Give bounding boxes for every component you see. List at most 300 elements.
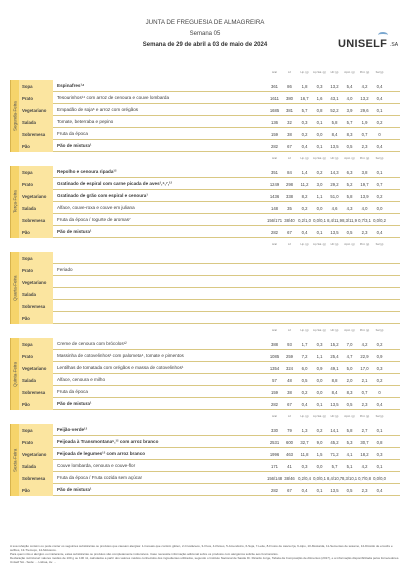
nutrition-value: 5,4 xyxy=(346,84,353,89)
nutrition-value: 282 xyxy=(271,488,278,493)
nutrition-values xyxy=(267,488,387,493)
nutrition-values xyxy=(267,428,387,433)
nutrition-value: 67 xyxy=(287,230,292,235)
meal-type: Sopa xyxy=(22,341,33,347)
nutrition-value: 0,4 xyxy=(301,230,308,235)
nutrition-value: 8,4/10,7 xyxy=(327,476,343,481)
nutrition-header: Lip. (g) xyxy=(300,415,309,418)
page-header xyxy=(0,0,410,60)
nutrition-value: 0,0/0,1 xyxy=(313,218,326,223)
meal-type: Sobremesa xyxy=(22,217,46,223)
nutrition-header: Prot. (g) xyxy=(359,157,370,160)
nutrition-value: 298 xyxy=(286,182,293,187)
nutrition-value: 388 xyxy=(271,342,278,347)
meal-type-column xyxy=(19,166,53,238)
dish-name: Massinha de cotovelinhos¹ com palometa⁴, tomate e pimentos xyxy=(57,353,184,358)
nutrition-value: 3,0 xyxy=(316,182,323,187)
meal-type: Vegetariano xyxy=(22,193,47,199)
nutrition-value: 171 xyxy=(271,464,278,469)
nutrition-value: 38 xyxy=(287,132,292,137)
nutrition-value: 2,3 xyxy=(361,230,368,235)
nutrition-value: 5,7 xyxy=(301,108,308,113)
dish-name: Alface, cenoura e milho xyxy=(57,377,106,382)
nutrition-value: 0,5 xyxy=(346,488,353,493)
menu-row xyxy=(53,104,400,116)
nutrition-value: 0,2 xyxy=(376,342,383,347)
meal-type-column xyxy=(19,424,53,496)
nutrition-value: 8,8 xyxy=(331,378,338,383)
nutrition-value: 1996 xyxy=(269,452,280,457)
nutrition-value: 0,2 xyxy=(376,378,383,383)
nutrition-headers xyxy=(267,415,387,418)
nutrition-value: 0,2/1,0 xyxy=(298,218,311,223)
nutrition-header: kcal xyxy=(272,415,277,418)
menu-row xyxy=(53,264,400,276)
nutrition-value: 5,0 xyxy=(346,366,353,371)
nutrition-values xyxy=(267,464,387,469)
meal-type: Pão xyxy=(22,229,30,235)
nutrition-value: 2,3 xyxy=(361,402,368,407)
nutrition-value: 57 xyxy=(272,378,277,383)
nutrition-values xyxy=(267,390,387,395)
nutrition-values xyxy=(267,132,387,137)
nutrition-value: 0,3 xyxy=(301,120,308,125)
nutrition-value: 11,8 xyxy=(300,452,309,457)
nutrition-value: 51,0 xyxy=(330,194,339,199)
day-block xyxy=(10,414,400,496)
nutrition-value: 361 xyxy=(271,84,278,89)
nutrition-values xyxy=(267,144,387,149)
nutrition-value: 0,5 xyxy=(301,378,308,383)
nutrition-value: 4,6 xyxy=(331,206,338,211)
nutrition-header: Prot. (g) xyxy=(359,329,370,332)
nutrition-value: 17,0 xyxy=(360,366,369,371)
nutrition-values xyxy=(267,440,387,445)
nutrition-value: 22,9 xyxy=(360,354,369,359)
nutrition-value: 18,2 xyxy=(360,452,369,457)
dish-name: Feijão-verde¹² xyxy=(57,427,88,432)
nutrition-value: 0,1 xyxy=(316,144,323,149)
nutrition-value: 4,2 xyxy=(361,342,368,347)
menu-row xyxy=(53,276,400,288)
nutrition-header: kJ xyxy=(288,243,291,246)
nutrition-value: 13,2 xyxy=(330,84,339,89)
nutrition-header: Lip.Sat. (g) xyxy=(313,415,326,418)
nutrition-values xyxy=(267,108,387,113)
nutrition-value: 0,5 xyxy=(346,402,353,407)
nutrition-value: 0,2 xyxy=(301,390,308,395)
nutrition-value: 2531 xyxy=(269,440,280,445)
day-label: Sexta-Feira xyxy=(10,424,19,496)
nutrition-header: Açúc. (g) xyxy=(344,243,355,246)
nutrition-value: 38/40 xyxy=(284,218,295,223)
nutrition-value: 5,7 xyxy=(331,464,338,469)
menu-row xyxy=(53,214,400,226)
nutrition-value: 159 xyxy=(271,390,278,395)
nutrition-value: 600 xyxy=(286,440,293,445)
nutrition-values xyxy=(267,206,387,211)
nutrition-header: Sal (g) xyxy=(375,243,384,246)
meal-type: Salada xyxy=(22,291,36,297)
nutrition-value: 0,1 xyxy=(316,488,323,493)
nutrition-value: 330 xyxy=(271,428,278,433)
nutrition-value: 0,9 xyxy=(376,354,383,359)
nutrition-value: 1249 xyxy=(269,182,280,187)
nutrition-value: 0,4 xyxy=(376,84,383,89)
nutrition-value: 148 xyxy=(271,206,278,211)
nutrition-value: 0,1 xyxy=(376,428,383,433)
nutrition-value: 4,0 xyxy=(361,206,368,211)
nutrition-value: 2,0 xyxy=(346,378,353,383)
menu-row xyxy=(53,472,400,484)
menu-row xyxy=(53,252,400,264)
nutrition-value: 0,4 xyxy=(376,402,383,407)
nutrition-value: 0,1 xyxy=(316,120,323,125)
nutrition-value: 0,3 xyxy=(376,452,383,457)
dish-name: Pão de mistura¹ xyxy=(57,143,92,148)
nutrition-value: 48 xyxy=(287,378,292,383)
nutrition-value: 5,3 xyxy=(346,440,353,445)
nutrition-value: 9,0 xyxy=(316,440,323,445)
nutrition-value: 8,3/11,9 xyxy=(342,218,357,223)
footer-line: Declaração nutricional: valores médios de 100 g ou 100 ml, calculados a partir dos valores médios conhecidos dos ingredientes utilizados, segundo o Instituto Nacional de Saúde Dr. Ricardo Jorge, Tabela da Composição de Alimentos (2017), e a informação disponibilizada pelos fornecedores. xyxy=(10,555,400,560)
nutrition-values xyxy=(267,342,387,347)
logo-suffix: .SA xyxy=(390,42,399,48)
dish-name: Tesourinhos¹⁴ com arroz de cenoura e couve lombarda xyxy=(57,95,170,100)
nutrition-header: Lip. (g) xyxy=(300,329,309,332)
nutrition-value: 0 xyxy=(378,132,381,137)
menu-row xyxy=(53,312,400,324)
dish-name: Fruta da época xyxy=(57,131,88,136)
nutrition-value: 13,5 xyxy=(330,230,339,235)
nutrition-value: 0,2 xyxy=(376,194,383,199)
nutrition-header: Lip. (g) xyxy=(300,243,309,246)
day-block xyxy=(10,242,400,324)
nutrition-value: 0,1 xyxy=(376,170,383,175)
allergen-footer xyxy=(10,545,400,565)
day-block xyxy=(10,70,400,152)
nutrition-value: 6,3 xyxy=(346,170,353,175)
nutrition-values xyxy=(267,194,387,199)
menu-row xyxy=(53,128,400,140)
meal-type: Prato xyxy=(22,181,33,187)
nutrition-value: 0,3 xyxy=(376,366,383,371)
dish-name: Feijoada de legumes¹² com arroz branco xyxy=(57,451,146,456)
nutrition-value: 8,3/10,1 xyxy=(342,476,358,481)
meal-type: Vegetariano xyxy=(22,365,47,371)
meal-type: Sobremesa xyxy=(22,389,46,395)
nutrition-value: 45,2 xyxy=(330,440,339,445)
nutrition-value: 4,7 xyxy=(346,354,353,359)
nutrition-value: 0,0 xyxy=(316,132,323,137)
meal-type: Salada xyxy=(22,205,36,211)
nutrition-value: 2,3 xyxy=(361,144,368,149)
nutrition-value: 0,8 xyxy=(316,108,323,113)
nutrition-value: 6,0 xyxy=(301,366,308,371)
uniself-logo xyxy=(338,36,400,54)
meal-type-column xyxy=(19,80,53,152)
menu-row xyxy=(53,424,400,436)
nutrition-value: 84 xyxy=(287,170,292,175)
nutrition-value: 0,2 xyxy=(301,206,308,211)
nutrition-value: 2,7 xyxy=(361,428,368,433)
nutrition-value: 13,9 xyxy=(360,194,369,199)
meal-type: Vegetariano xyxy=(22,451,47,457)
nutrition-headers xyxy=(267,329,387,332)
nutrition-value: 0,2 xyxy=(316,170,323,175)
nutrition-value: 0,2 xyxy=(301,132,308,137)
nutrition-value: 13,5 xyxy=(330,488,339,493)
nutrition-header: Sal (g) xyxy=(375,329,384,332)
nutrition-value: 0,4 xyxy=(376,488,383,493)
menu-row xyxy=(53,460,400,472)
nutrition-value: 35 xyxy=(287,206,292,211)
nutrition-value: 43,1 xyxy=(330,96,339,101)
nutrition-value: 5,7 xyxy=(346,120,353,125)
meal-type: Sopa xyxy=(22,169,33,175)
logo-text: UNISELF xyxy=(338,38,388,50)
meal-type: Prato xyxy=(22,353,33,359)
nutrition-value: 5,8 xyxy=(346,194,353,199)
nutrition-header: HC (g) xyxy=(330,243,339,246)
menu-row xyxy=(53,362,400,374)
nutrition-values xyxy=(267,170,387,175)
nutrition-value: 13,5 xyxy=(330,402,339,407)
nutrition-value: 156/171 xyxy=(267,218,283,223)
nutrition-header: HC (g) xyxy=(330,157,339,160)
nutrition-header: HC (g) xyxy=(330,415,339,418)
nutrition-value: 0,0/0,0 xyxy=(373,476,386,481)
dish-name: Fruta da época / Fruta cozida sem açúcar xyxy=(57,475,143,480)
nutrition-value: 0,1 xyxy=(316,402,323,407)
menu-row xyxy=(53,92,400,104)
nutrition-value: 0,0 xyxy=(316,378,323,383)
dish-name: Pão de mistura¹ xyxy=(57,487,92,492)
nutrition-value: 1,4 xyxy=(301,170,308,175)
nutrition-header: Lip.Sat. (g) xyxy=(313,329,326,332)
meal-type: Prato xyxy=(22,95,33,101)
nutrition-value: 32 xyxy=(287,120,292,125)
nutrition-value: 15,2 xyxy=(330,342,339,347)
nutrition-header: Prot. (g) xyxy=(359,71,370,74)
meal-type: Pão xyxy=(22,487,30,493)
nutrition-value: 0,1 xyxy=(376,108,383,113)
nutrition-value: 1,8 xyxy=(301,84,308,89)
nutrition-value: 0,7/0,8 xyxy=(358,476,371,481)
nutrition-value: 3,8 xyxy=(361,170,368,175)
day-label: Quarta-Feira xyxy=(10,252,19,324)
nutrition-value: 7,2 xyxy=(301,354,308,359)
nutrition-value: 463 xyxy=(286,452,293,457)
dish-name: Lentilhas de tomatada com orégãos e massa de cotovelinhos¹ xyxy=(57,365,184,370)
dish-name: Alface, couve-roxa e couve em juliana xyxy=(57,205,135,210)
nutrition-value: 0,7 xyxy=(361,132,368,137)
nutrition-values xyxy=(267,366,387,371)
nutrition-value: 67 xyxy=(287,144,292,149)
nutrition-value: 0,4 xyxy=(301,488,308,493)
nutrition-value: 351 xyxy=(271,170,278,175)
nutrition-header: HC (g) xyxy=(330,329,339,332)
nutrition-value: 86 xyxy=(287,84,292,89)
nutrition-headers xyxy=(267,71,387,74)
menu-row xyxy=(53,436,400,448)
dish-name: Gratinado de grão com espiral e cenoura¹ xyxy=(57,193,148,198)
nutrition-value: 0,3 xyxy=(316,84,323,89)
nutrition-value: 159 xyxy=(271,132,278,137)
nutrition-header: Sal (g) xyxy=(375,157,384,160)
nutrition-values xyxy=(267,96,387,101)
nutrition-values xyxy=(267,402,387,407)
nutrition-value: 2,3 xyxy=(361,488,368,493)
nutrition-value: 13,5 xyxy=(330,144,339,149)
nutrition-value: 1,1 xyxy=(316,194,323,199)
meal-type: Sopa xyxy=(22,255,33,261)
nutrition-value: 0,0/0,1 xyxy=(313,476,326,481)
day-label: Terça-Feira xyxy=(10,166,19,238)
nutrition-value: 38 xyxy=(287,390,292,395)
nutrition-header: Açúc. (g) xyxy=(344,415,355,418)
nutrition-value: 0,0 xyxy=(316,206,323,211)
nutrition-value: 29,6 xyxy=(360,108,369,113)
meal-type: Prato xyxy=(22,439,33,445)
dish-name: Feriado xyxy=(57,267,73,272)
nutrition-value: 156/148 xyxy=(267,476,283,481)
nutrition-value: 1436 xyxy=(269,194,280,199)
nutrition-header: Lip.Sat. (g) xyxy=(313,71,326,74)
nutrition-value: 16,7 xyxy=(300,96,309,101)
dish-name: Repolho e cenoura ripada¹² xyxy=(57,169,117,174)
menu-row xyxy=(53,374,400,386)
nutrition-values xyxy=(267,378,387,383)
nutrition-header: Açúc. (g) xyxy=(344,71,355,74)
dish-name: Creme de cenoura com brócolos¹² xyxy=(57,341,127,346)
nutrition-value: 29,2 xyxy=(330,182,339,187)
nutrition-header: kcal xyxy=(272,71,277,74)
nutrition-value: 25,4 xyxy=(330,354,339,359)
nutrition-value: 0,4 xyxy=(376,96,383,101)
nutrition-value: 0,1 xyxy=(376,464,383,469)
dish-name: Empadão de soja⁶ e arroz com orégãos xyxy=(57,107,139,112)
menu-row xyxy=(53,166,400,178)
meal-type: Sobremesa xyxy=(22,131,46,137)
nutrition-value: 324 xyxy=(286,366,293,371)
nutrition-value: 259 xyxy=(286,354,293,359)
nutrition-value: 4,2 xyxy=(361,464,368,469)
nutrition-value: 0,4 xyxy=(301,402,308,407)
menu-row xyxy=(53,448,400,460)
menu-row xyxy=(53,350,400,362)
nutrition-value: 0,3 xyxy=(301,464,308,469)
nutrition-value: 11,2 xyxy=(300,182,309,187)
nutrition-value: 8,2 xyxy=(301,194,308,199)
nutrition-header: HC (g) xyxy=(330,71,339,74)
nutrition-value: 8,3 xyxy=(346,132,353,137)
nutrition-value: 0,5 xyxy=(346,144,353,149)
nutrition-value: 1,3 xyxy=(301,428,308,433)
dish-name: Pão de mistura¹ xyxy=(57,229,92,234)
nutrition-value: 0,7 xyxy=(361,390,368,395)
nutrition-value: 71,2 xyxy=(330,452,339,457)
nutrition-values xyxy=(267,120,387,125)
nutrition-value: 381 xyxy=(286,108,293,113)
nutrition-value: 5,8 xyxy=(331,120,338,125)
footer-line: Para quem não é alérgico ou intolerante, estas substâncias ou produtos são completamente inofensivos. Caso necessite informação adicional sobre os produtos com alergénios solicite aos funcionários. xyxy=(10,551,279,556)
nutrition-headers xyxy=(267,243,387,246)
nutrition-values xyxy=(267,84,387,89)
nutrition-value: 14,1 xyxy=(330,428,339,433)
menu-row xyxy=(53,226,400,238)
nutrition-value: 0,5 xyxy=(346,230,353,235)
nutrition-value: 30,7 xyxy=(360,440,369,445)
meal-type: Sobremesa xyxy=(22,475,46,481)
menu-row xyxy=(53,398,400,410)
menu-row xyxy=(53,338,400,350)
nutrition-value: 8,4 xyxy=(331,132,338,137)
footer-line: A sua refeição contém ou pode conter os seguintes substâncias ou produtos que causam alergias: 1-Cereais que contêm glúten, 2-Crustáceos, 3-Ovos, 4-Peixes, 5-Amendoins, 6-Soja, 7-Leite, 8-Frutos de casca rija, 9-Aipo, 10-Mostarda, 11-Sementes de sésamo, 12-Dióxido de enxofre e sulfitos, 13-Tremoço, 14-Moluscos. xyxy=(10,544,393,552)
nutrition-value: 19,7 xyxy=(360,182,369,187)
nutrition-value: 0,0 xyxy=(316,464,323,469)
nutrition-value: 3,9 xyxy=(346,108,353,113)
nutrition-header: kcal xyxy=(272,243,277,246)
nutrition-header: Açúc. (g) xyxy=(344,329,355,332)
nutrition-value: 32,7 xyxy=(300,440,309,445)
nutrition-header: Sal (g) xyxy=(375,415,384,418)
date-range: Semana de 29 de abril a 03 de maio de 2024 xyxy=(142,42,268,48)
nutrition-value: 93 xyxy=(287,342,292,347)
nutrition-value: 8,3 xyxy=(346,390,353,395)
footer-line: Uniself SA - Sede: ... Lisboa, Av. ... xyxy=(10,559,57,564)
nutrition-header: kJ xyxy=(288,329,291,332)
meal-type: Vegetariano xyxy=(22,279,47,285)
menu-row xyxy=(53,202,400,214)
menu-row xyxy=(53,80,400,92)
nutrition-header: Lip.Sat. (g) xyxy=(313,243,326,246)
nutrition-values xyxy=(267,476,387,481)
meal-type: Salada xyxy=(22,463,36,469)
nutrition-value: 4,3 xyxy=(346,206,353,211)
nutrition-value: 0,0 xyxy=(376,206,383,211)
nutrition-value: 1354 xyxy=(269,366,280,371)
nutrition-value: 0,4 xyxy=(301,144,308,149)
nutrition-value: 0,9 xyxy=(316,366,323,371)
menu-row xyxy=(53,116,400,128)
nutrition-header: Açúc. (g) xyxy=(344,157,355,160)
menu-row xyxy=(53,178,400,190)
nutrition-header: kJ xyxy=(288,415,291,418)
nutrition-value: 1611 xyxy=(269,96,279,101)
nutrition-value: 282 xyxy=(271,144,278,149)
nutrition-header: kcal xyxy=(272,329,277,332)
nutrition-value: 136 xyxy=(271,120,278,125)
meal-type: Salada xyxy=(22,377,36,383)
nutrition-value: 0,0/0,2 xyxy=(373,218,386,223)
nutrition-value: 8,4 xyxy=(331,390,338,395)
week-label: Semana 05 xyxy=(189,31,221,37)
nutrition-values xyxy=(267,354,387,359)
meal-type: Salada xyxy=(22,119,36,125)
nutrition-header: kJ xyxy=(288,71,291,74)
dish-name: Pão de mistura¹ xyxy=(57,401,92,406)
nutrition-value: 282 xyxy=(271,230,278,235)
meal-type-column xyxy=(19,252,53,324)
nutrition-header: Sal (g) xyxy=(375,71,384,74)
nutrition-value: 0 xyxy=(378,390,381,395)
nutrition-value: 0,2 xyxy=(316,428,323,433)
nutrition-value: 41 xyxy=(287,464,292,469)
dish-name: Feijoada à Transmontana⁶,¹² com arroz branco xyxy=(57,439,159,444)
dish-name: Fruta da época xyxy=(57,389,88,394)
nutrition-header: kJ xyxy=(288,157,291,160)
